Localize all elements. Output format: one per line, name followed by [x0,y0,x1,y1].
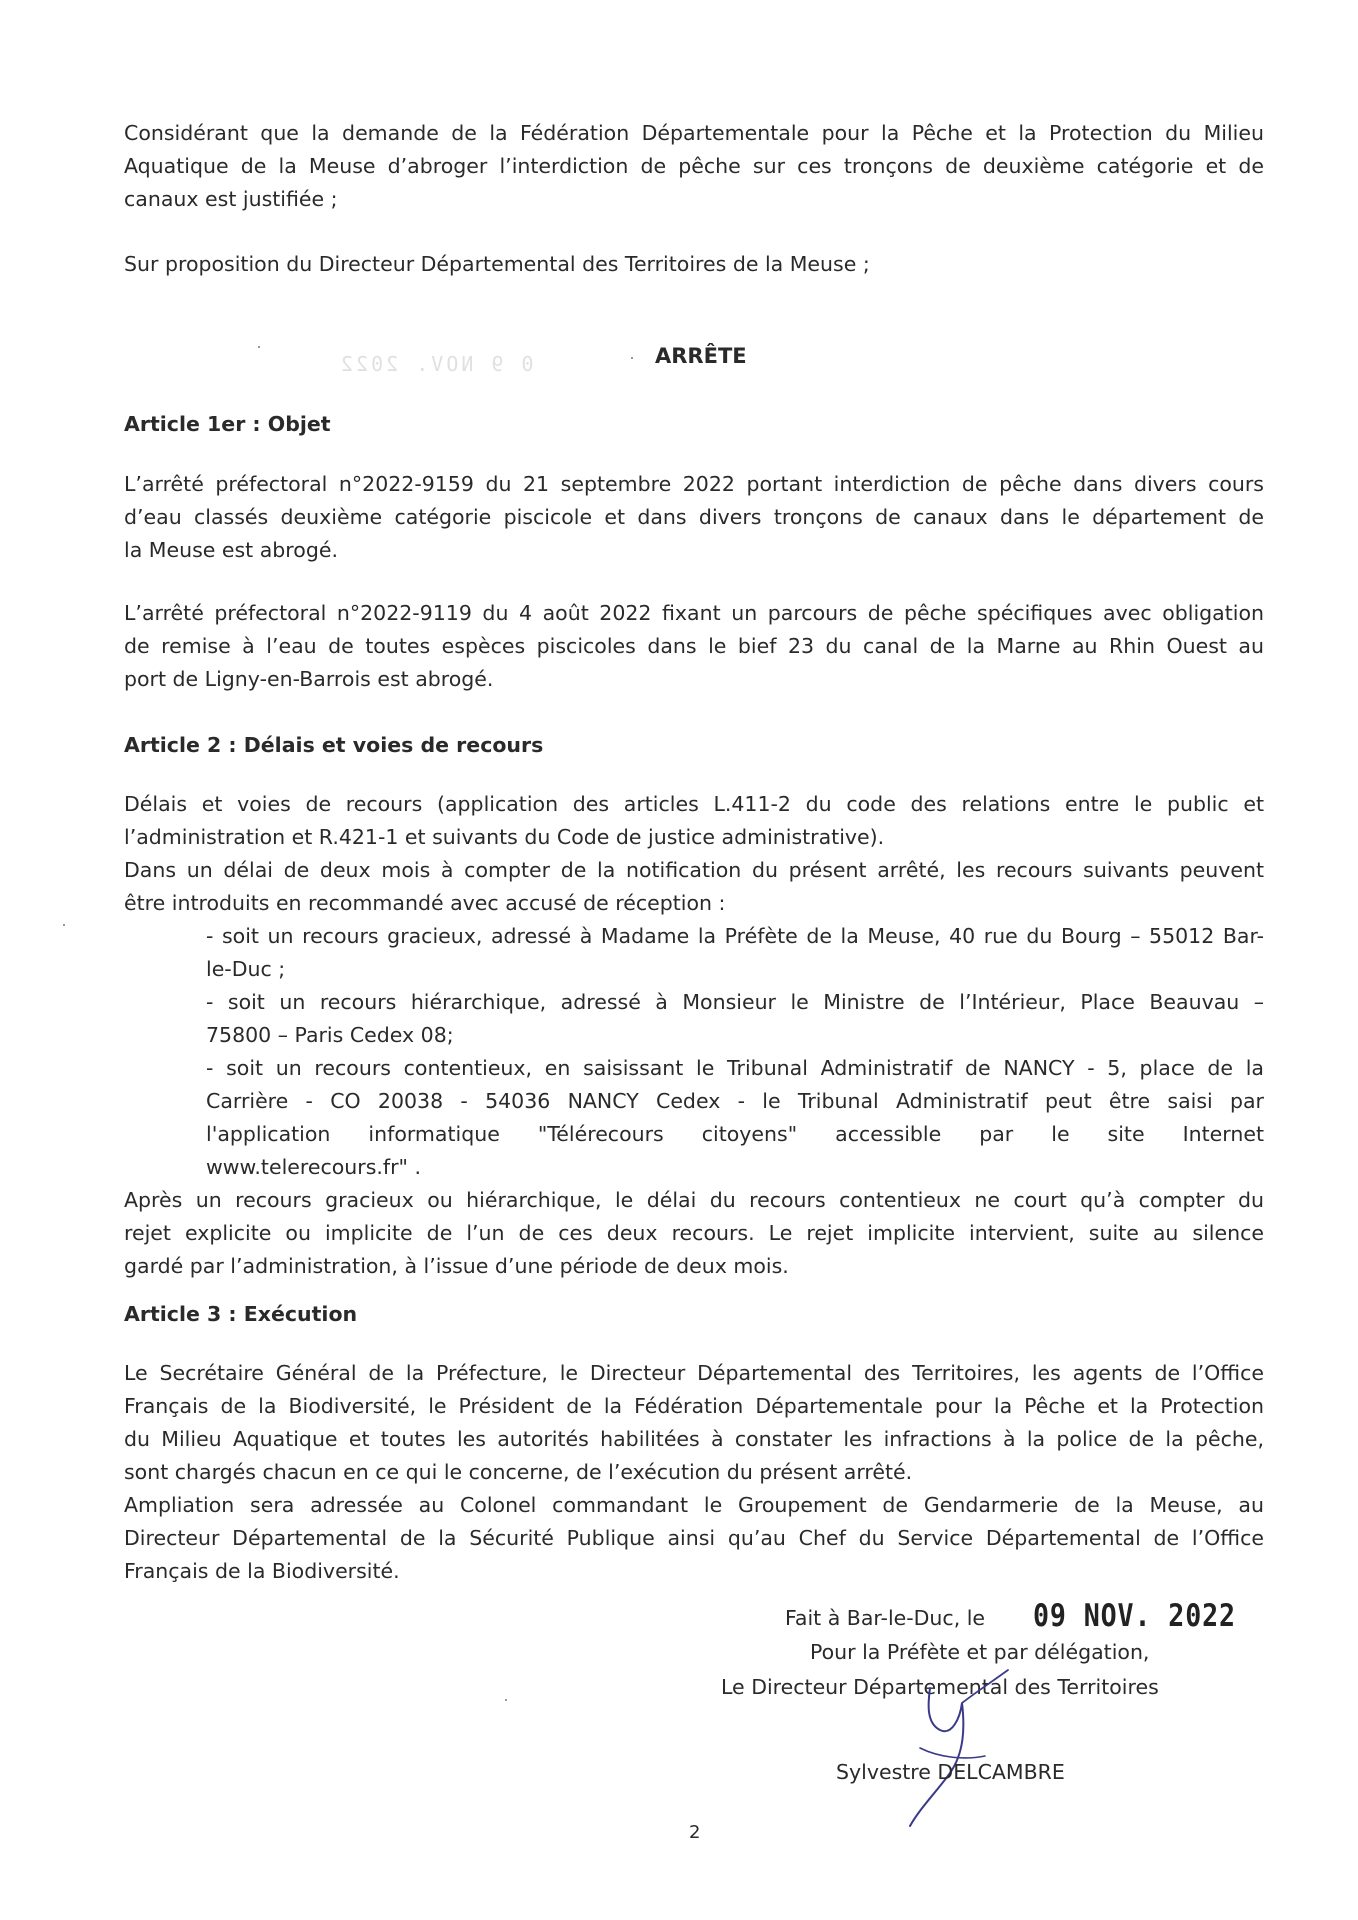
recours-item-line: 75800 – Paris Cedex 08; [206,1023,454,1047]
recours-item-line: www.telerecours.fr" . [206,1155,422,1179]
text-line: du Milieu Aquatique et toutes les autorités habilitées à constater les infractions à la police de la pêche, [124,1427,1264,1451]
handwritten-signature [890,1648,1040,1828]
text-line: de remise à l’eau de toutes espèces piscicoles dans le bief 23 du canal de la Marne au Rhin Ouest au [124,634,1264,658]
text-line: l’administration et R.421-1 et suivants du Code de justice administrative). [124,825,885,849]
article-3-paragraph [124,1357,1264,1588]
text-line: Aquatique de la Meuse d’abroger l’interdiction de pêche sur ces tronçons de deuxième catégorie et de [124,154,1264,178]
text-line: Considérant que la demande de la Fédération Départementale pour la Pêche et la Protection du Milieu [124,121,1264,145]
article-2-paragraph [124,788,1264,1283]
article-1-paragraph-2 [124,597,1264,696]
text-line: être introduits en recommandé avec accusé de réception : [124,891,726,915]
proposition-paragraph [124,248,1264,281]
signature-role: Le Directeur Départemental des Territoires [721,1675,1159,1699]
recours-item-line: Carrière - CO 20038 - 54036 NANCY Cedex - le Tribunal Administratif peut être saisi par [206,1089,1264,1113]
recours-item-line: le-Duc ; [206,957,286,981]
considerant-paragraph [124,117,1264,216]
text-line: Sur proposition du Directeur Départemental des Territoires de la Meuse ; [124,252,870,276]
article-2-heading: Article 2 : Délais et voies de recours [124,733,544,757]
text-line: Délais et voies de recours (application des articles L.411-2 du code des relations entre le public et [124,792,1264,816]
text-line: Dans un délai de deux mois à compter de la notification du présent arrêté, les recours suivants peuvent [124,858,1264,882]
scan-speck [258,346,260,348]
text-line: Directeur Départemental de la Sécurité Publique ainsi qu’au Chef du Service Départemental de l’Office [124,1526,1264,1550]
recours-item-line: - soit un recours hiérarchique, adressé à Monsieur le Ministre de l’Intérieur, Place Beauvau – [206,990,1264,1014]
text-line: L’arrêté préfectoral n°2022-9159 du 21 septembre 2022 portant interdiction de pêche dans divers cours [124,472,1264,496]
text-line: gardé par l’administration, à l’issue d’une période de deux mois. [124,1254,789,1278]
scan-speck [505,1699,507,1701]
text-line: la Meuse est abrogé. [124,538,338,562]
text-line: Français de la Biodiversité. [124,1559,400,1583]
text-line: Après un recours gracieux ou hiérarchique, le délai du recours contentieux ne court qu’à compter du [124,1188,1264,1212]
text-line: port de Ligny-en-Barrois est abrogé. [124,667,494,691]
page-number: 2 [689,1822,701,1843]
signature-delegation: Pour la Préfète et par délégation, [810,1640,1150,1664]
text-line: Ampliation sera adressée au Colonel commandant le Groupement de Gendarmerie de la Meuse, au [124,1493,1264,1517]
text-line: Français de la Biodiversité, le Président de la Fédération Départementale pour la Pêche et la Protection [124,1394,1264,1418]
article-1-paragraph-1 [124,468,1264,567]
text-line: canaux est justifiée ; [124,187,338,211]
scan-speck [63,924,65,926]
text-line: Le Secrétaire Général de la Préfecture, le Directeur Départemental des Territoires, les agents de l’Office [124,1361,1264,1385]
text-line: d’eau classés deuxième catégorie piscicole et dans divers tronçons de canaux dans le département de [124,505,1264,529]
recours-item-line: - soit un recours gracieux, adressé à Madame la Préfète de la Meuse, 40 rue du Bourg – 55012 Bar- [206,924,1264,948]
arrete-title: ARRÊTE [655,344,747,368]
signer-name: Sylvestre DELCAMBRE [836,1760,1065,1784]
text-line: rejet explicite ou implicite de l’un de ces deux recours. Le rejet implicite intervient, suite au silence [124,1221,1264,1245]
article-3-heading: Article 3 : Exécution [124,1302,358,1326]
scan-speck [631,357,633,359]
recours-item-line: l'application informatique "Télérecours citoyens" accessible par le site Internet [206,1122,1264,1146]
text-line: L’arrêté préfectoral n°2022-9119 du 4 août 2022 fixant un parcours de pêche spécifiques avec obligation [124,601,1264,625]
article-1-heading: Article 1er : Objet [124,412,331,436]
date-stamp: 09 NOV. 2022 [1033,1598,1236,1634]
text-line: sont chargés chacun en ce qui le concerne, de l’exécution du présent arrêté. [124,1460,913,1484]
recours-item-line: - soit un recours contentieux, en saisissant le Tribunal Administratif de NANCY - 5, place de la [206,1056,1264,1080]
faint-stamp-imprint: 0 9 NOV. 2022 [338,352,534,376]
signature-place: Fait à Bar-le-Duc, le [785,1606,986,1630]
